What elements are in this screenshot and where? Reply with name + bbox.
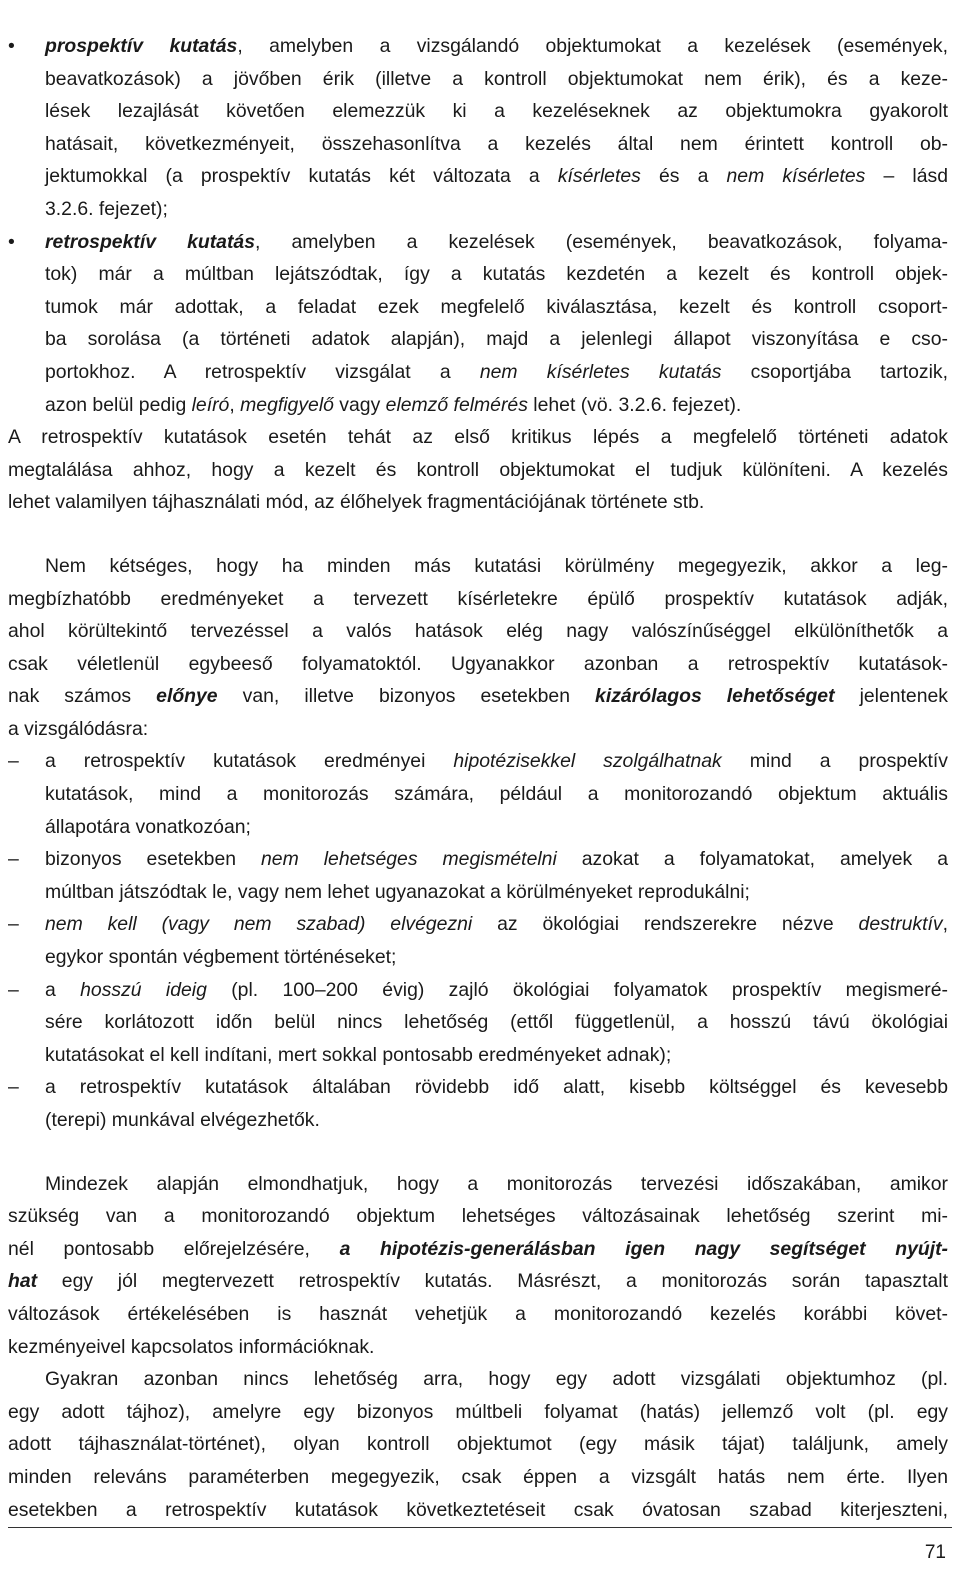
text-line [8, 1233, 948, 1266]
text-run: nak számos [8, 685, 157, 708]
text-run: a vizsgálódásra: [8, 717, 149, 740]
text-line [8, 680, 948, 713]
text-run: múltban játszódtak le, vagy nem lehet ugyanazokat a körülményeket reprodukálni; [45, 880, 750, 903]
italic-text: megfigyelő [240, 393, 334, 416]
text-run: szükség van a monitorozandó objektum lehetséges változásainak lehetőség szerint mi- [8, 1205, 948, 1228]
text-line [45, 843, 948, 876]
text-line [45, 811, 948, 844]
bullet-item-retrospective [8, 226, 948, 422]
text-run: bizonyos esetekben [45, 848, 262, 871]
text-run: az ökológiai rendszerekre nézve [472, 913, 859, 936]
text-run: csoportjába tartozik, [721, 360, 948, 383]
paragraph-spacer [8, 1137, 948, 1168]
italic-text: nem kísérletes kutatás [479, 360, 722, 383]
text-run: megbízhatóbb eredményeket a tervezett kísérletekre épülő prospektív kutatások adják, [8, 587, 948, 610]
text-run: hatásait, következményeit, összehasonlítva a kezelés által nem érintett kontroll ob- [45, 132, 948, 155]
text-run: portokhoz. A retrospektív vizsgálat a [45, 360, 480, 383]
dash-marker: – [8, 913, 19, 936]
text-run: csak véletlenül egybeeső folyamatoktól. Ugyanakkor azonban a retrospektív kutatások- [8, 652, 948, 675]
text-line [45, 258, 948, 291]
text-run: jektumokkal (a prospektív kutatás két változata a [45, 165, 558, 188]
dash-item [8, 1071, 948, 1136]
emphasis-term: előnye [156, 685, 218, 708]
text-line [45, 323, 948, 356]
text-run: azokat a folyamatokat, amelyek a [556, 848, 948, 871]
paragraph [8, 421, 948, 519]
emphasis-term: kizárólagos lehetőséget [595, 685, 835, 708]
text-line [45, 908, 948, 941]
text-run: vagy [333, 393, 386, 416]
italic-text: elemző felmérés [385, 393, 528, 416]
dash-marker: – [8, 1076, 19, 1099]
text-run: ahol körültekintő tervezéssel a valós hatások elég nagy valószínűséggel elkülöníthetők a [8, 620, 948, 643]
text-run: állapotára vonatkozóan; [45, 815, 251, 838]
text-line [45, 356, 948, 389]
text-run: (terepi) munkával elvégezhetők. [45, 1109, 320, 1131]
text-line [8, 486, 948, 519]
text-run: azon belül pedig [45, 393, 192, 416]
text-run: , [942, 913, 948, 936]
text-run: , amelyben a vizsgálandó objektumokat a kezelések (események, [237, 35, 948, 57]
text-line [45, 1006, 948, 1039]
italic-text: nem kísérletes [726, 165, 866, 188]
text-run: mind a prospektív [721, 750, 948, 773]
text-run: Mindezek alapján elmondhatjuk, hogy a monitorozás tervezési időszakában, amikor [45, 1172, 948, 1195]
text-run: A retrospektív kutatások esetén tehát az első kritikus lépés a megfelelő történeti adatok [8, 426, 948, 449]
text-line [45, 95, 948, 128]
text-run: 3.2.6. fejezet); [45, 197, 168, 220]
bullet-marker: • [8, 230, 15, 253]
text-run: kutatások, mind a monitorozás számára, például a monitorozandó objektum aktuális [45, 783, 948, 806]
text-run: , [229, 393, 241, 416]
italic-text: leíró [191, 393, 230, 416]
text-line [45, 193, 948, 226]
dash-marker: – [8, 978, 19, 1001]
page-number: 71 [924, 1542, 946, 1563]
text-run: esetekben a retrospektív kutatások következtetéseit csak óvatosan szabad kiterjeszteni, [8, 1498, 948, 1521]
text-line [45, 226, 948, 259]
text-line [8, 421, 948, 454]
paragraph-spacer [8, 519, 948, 550]
text-line [45, 778, 948, 811]
text-line [8, 583, 948, 616]
text-run: kutatásokat el kell indítani, mert sokkal pontosabb eredményeket adnak); [45, 1043, 672, 1066]
bullet-item-prospective [8, 30, 948, 226]
emphasis-term: a hipotézis-generálásban igen nagy segítséget nyújt- [339, 1237, 948, 1260]
text-line [45, 745, 948, 778]
text-line [45, 160, 948, 193]
text-run: egy jól megtervezett retrospektív kutatás. Másrészt, a monitorozás során tapasztalt [37, 1270, 948, 1293]
italic-text: nem kell (vagy nem szabad) elvégezni [45, 913, 473, 936]
text-line [8, 1265, 948, 1298]
text-run: egykor spontán végbement történéseket; [45, 946, 397, 969]
text-run: lehet valamilyen tájhasználati mód, az élőhelyek fragmentációjának története stb. [8, 491, 705, 514]
text-run: – lásd [865, 165, 948, 188]
italic-text: kísérletes [557, 165, 641, 188]
text-line [8, 1494, 948, 1527]
text-run: Gyakran azonban nincs lehetőség arra, hogy egy adott vizsgálati objektumhoz (pl. [45, 1368, 948, 1391]
text-run: egy adott tájhoz), amelyre egy bizonyos múltbeli folyamat (hatás) jellemző volt (pl. egy [8, 1400, 948, 1423]
text-line [8, 1200, 948, 1233]
text-line [8, 713, 948, 746]
text-run: változások értékelésében is hasznát vehetjük a monitorozandó kezelés korábbi követ- [8, 1302, 948, 1325]
text-line [8, 1298, 948, 1331]
text-line [45, 291, 948, 324]
text-line [8, 615, 948, 648]
text-line [45, 30, 948, 63]
italic-text: destruktív [858, 913, 943, 936]
text-line [45, 1104, 948, 1137]
text-line [8, 648, 948, 681]
text-run: van, illetve bizonyos esetekben [217, 685, 596, 708]
italic-text: nem lehetséges megismételni [261, 848, 557, 871]
dash-marker: – [8, 750, 19, 773]
text-line [8, 550, 948, 583]
text-line [45, 128, 948, 161]
text-run: lehet (vö. 3.2.6. fejezet). [527, 393, 742, 416]
italic-text: hosszú ideig [80, 978, 207, 1001]
text-run: kezményeivel kapcsolatos információknak. [8, 1335, 375, 1358]
text-run: és a [640, 165, 727, 188]
text-line [45, 876, 948, 909]
text-line [8, 1363, 948, 1396]
emphasis-term: retrospektív kutatás [45, 230, 255, 253]
text-line [8, 1168, 948, 1201]
text-run: sére korlátozott időn belül nincs lehetőség (ettől függetlenül, a hosszú távú ökológiai [45, 1011, 948, 1034]
emphasis-term: hat [8, 1270, 38, 1293]
dash-item [8, 974, 948, 1072]
text-line [45, 974, 948, 1007]
bullet-text [8, 226, 948, 422]
bullet-marker: • [8, 35, 15, 57]
paragraph [8, 550, 948, 746]
text-run: jelentenek [834, 685, 948, 708]
text-run: , amelyben a kezelések (események, beavatkozások, folyama- [254, 230, 948, 253]
text-run: (pl. 100–200 évig) zajló ökológiai folyamatok prospektív megismeré- [206, 978, 948, 1001]
text-line [45, 1039, 948, 1072]
text-line [45, 63, 948, 96]
dash-item [8, 908, 948, 973]
text-line [8, 1461, 948, 1494]
footer-rule [8, 1527, 952, 1528]
dash-item [8, 745, 948, 843]
text-run: lések lezajlását követően elemezzük ki a kezeléseknek az objektumokra gyakorolt [45, 100, 948, 123]
text-run: tok) már a múltban lejátszódtak, így a kutatás kezdetén a kezelt és kontroll objek- [45, 263, 948, 286]
text-run: a retrospektív kutatások eredményei [45, 750, 454, 773]
text-line [8, 1331, 948, 1364]
text-run: beavatkozások) a jövőben érik (illetve a kontroll objektumokat nem érik), és a keze- [45, 67, 948, 90]
text-run: a [45, 978, 81, 1001]
text-run: a retrospektív kutatások általában rövidebb idő alatt, kisebb költséggel és kevesebb [45, 1076, 948, 1099]
text-run: adott tájhasználat-történet), olyan kontroll objektumot (egy másik tájat) találjunk, amely [8, 1433, 948, 1456]
dash-item [8, 843, 948, 908]
page-body [8, 30, 948, 1526]
text-run: minden releváns paraméterben megegyezik, csak éppen a vizsgált hatás nem érte. Ilyen [8, 1465, 948, 1488]
emphasis-term: prospektív kutatás [45, 35, 238, 57]
text-run: ba sorolása (a történeti adatok alapján), majd a jelenlegi állapot viszonyítása e cso- [45, 328, 948, 351]
text-line [45, 1071, 948, 1104]
dash-marker: – [8, 848, 19, 871]
text-line [45, 389, 948, 422]
text-line [8, 454, 948, 487]
text-run: tumok már adottak, a feladat ezek megfelelő kiválasztása, kezelt és kontroll csoport- [45, 295, 948, 318]
text-run: Nem kétséges, hogy ha minden más kutatási körülmény megegyezik, akkor a leg- [45, 554, 948, 577]
italic-text: hipotézisekkel szolgálhatnak [453, 750, 722, 773]
text-line [45, 941, 948, 974]
paragraph [8, 1168, 948, 1364]
text-run: megtalálása ahhoz, hogy a kezelt és kontroll objektumokat el tudjuk különíteni. A kezelés [8, 458, 948, 481]
text-line [8, 1396, 948, 1429]
text-run: nél pontosabb előrejelzésére, [8, 1237, 340, 1260]
paragraph [8, 1363, 948, 1526]
text-line [8, 1428, 948, 1461]
bullet-text [8, 30, 948, 226]
